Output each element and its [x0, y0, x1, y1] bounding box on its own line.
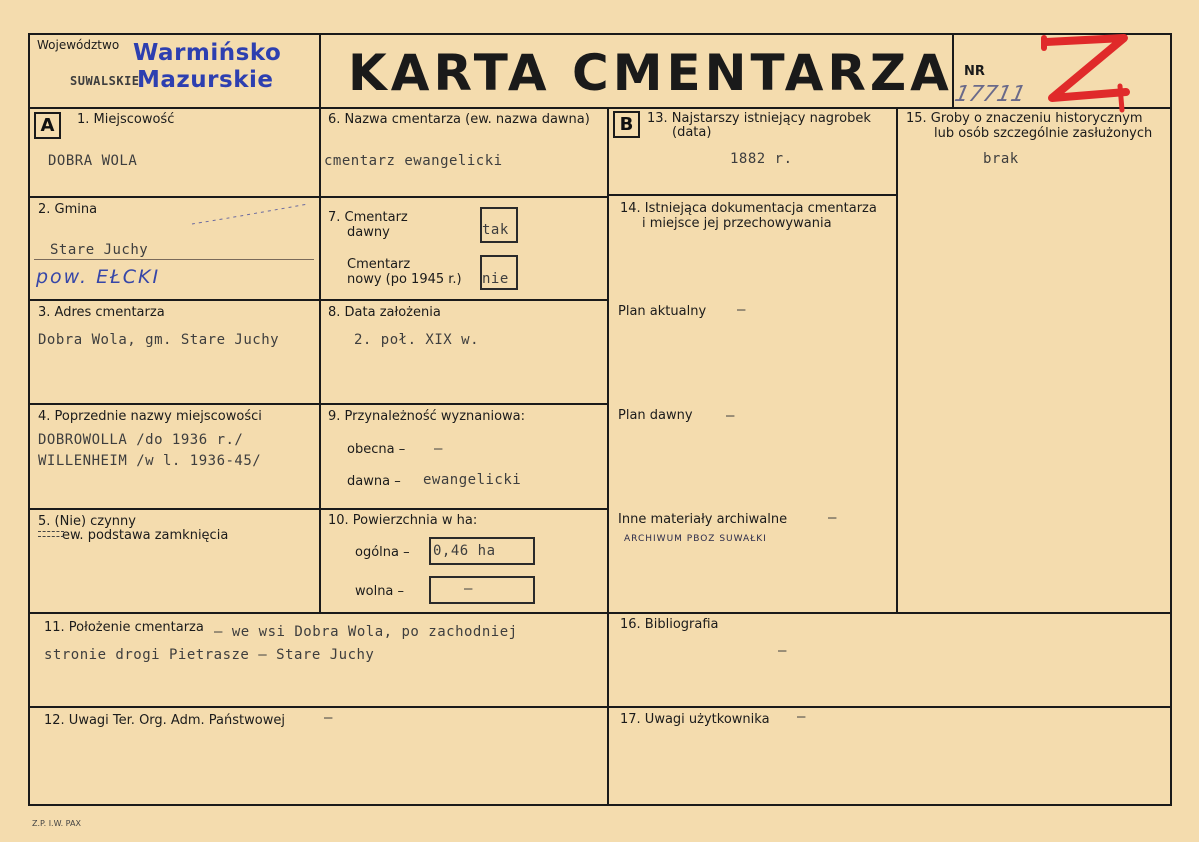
field-13-label-line2: (data) [672, 125, 712, 140]
field-10-free-value: – [464, 581, 473, 597]
row-line-m3 [319, 403, 607, 405]
field-2-value: Stare Juchy [50, 242, 149, 258]
voivodeship-label: Województwo [37, 38, 120, 52]
field-11-label: 11. Położenie cmentarza [44, 620, 204, 635]
field-9-current-label: obecna – [347, 442, 406, 457]
field-15-value: brak [983, 151, 1019, 167]
row-line-a4 [28, 508, 319, 510]
field-7-old-label-line1: 7. Cmentarz [328, 210, 408, 225]
field-5-label-line2: ew. podstawa zamknięcia [62, 528, 229, 543]
card-title: KARTA CMENTARZA [348, 44, 953, 102]
row-line-lower-1 [28, 612, 1172, 614]
field-14-plan-current-value: – [737, 302, 746, 318]
section-a-marker: A [34, 112, 61, 139]
field-6-label: 6. Nazwa cmentarza (ew. nazwa dawna) [328, 112, 590, 127]
field-14-other-label: Inne materiały archiwalne [618, 512, 788, 527]
row-line-b1 [607, 194, 896, 196]
field-8-value: 2. poł. XIX w. [354, 332, 480, 348]
field-14-archive-note: ARCHIWUM PBOZ SUWAŁKI [624, 534, 767, 544]
field-15-label-line2: lub osób szczególnie zasłużonych [934, 126, 1153, 141]
field-14-other-value: – [828, 510, 837, 526]
row-line-a1 [28, 196, 319, 198]
field-8-label: 8. Data założenia [328, 305, 441, 320]
nr-label: NR [964, 64, 985, 79]
section-b-marker: B [613, 111, 640, 138]
field-10-total-value: 0,46 ha [433, 543, 496, 559]
field-10-free-box [429, 576, 535, 604]
row-line-m4 [319, 508, 607, 510]
field-7-new-label-line1: Cmentarz [347, 257, 411, 272]
row-line-m2 [319, 299, 607, 301]
field-17-label: 17. Uwagi użytkownika [620, 712, 770, 727]
col-divider-3 [896, 107, 898, 613]
field-2-handwritten-county: pow. EŁCKI [36, 266, 161, 288]
field-10-total-label: ogólna – [355, 545, 410, 560]
field-9-current-value: – [434, 441, 443, 457]
field-12-value: – [324, 710, 333, 726]
field-7-old-label-line2: dawny [347, 225, 390, 240]
field-9-label: 9. Przynależność wyznaniowa: [328, 409, 526, 424]
field-14-plan-old-label: Plan dawny [618, 408, 693, 423]
card-number: 17711 [952, 82, 1028, 107]
header-bottom-line [28, 107, 1172, 109]
row-line-a3 [28, 403, 319, 405]
field-14-label-line1: 14. Istniejąca dokumentacja cmentarza [620, 201, 877, 216]
field-7-new-label-line2: nowy (po 1945 r.) [347, 272, 462, 287]
col-divider-1 [319, 107, 321, 613]
field-3-value: Dobra Wola, gm. Stare Juchy [38, 332, 280, 348]
field-9-former-value: ewangelicki [423, 472, 522, 488]
field-13-value: 1882 r. [730, 151, 793, 167]
field-4-label: 4. Poprzednie nazwy miejscowości [38, 409, 262, 424]
field-5-strike-marks-2 [38, 536, 64, 537]
field-2-label: 2. Gmina [38, 202, 98, 217]
field-9-former-label: dawna – [347, 474, 401, 489]
voivodeship-stamp-line1: Warmińsko [133, 40, 282, 66]
header-divider-left [319, 33, 321, 108]
field-16-label: 16. Bibliografia [620, 617, 719, 632]
voivodeship-stamp-line2: Mazurskie [137, 67, 274, 93]
field-4-value-line1: DOBROWOLLA /do 1936 r./ [38, 432, 244, 448]
field-2-pencil-marks [190, 200, 310, 230]
row-line-lower-2 [28, 706, 1172, 708]
field-17-value: – [797, 709, 806, 725]
field-2-underline [34, 259, 314, 260]
field-14-plan-old-value: – [726, 408, 735, 424]
field-12-label: 12. Uwagi Ter. Org. Adm. Państwowej [44, 713, 285, 728]
field-3-label: 3. Adres cmentarza [38, 305, 165, 320]
field-1-label: 1. Miejscowość [77, 112, 175, 127]
field-7-old-value: tak [482, 222, 509, 238]
red-z-mark [1030, 30, 1130, 115]
field-4-value-line2: WILLENHEIM /w l. 1936-45/ [38, 453, 262, 469]
field-11-value-line2: stronie drogi Pietrasze – Stare Juchy [44, 647, 375, 663]
field-10-free-label: wolna – [355, 584, 405, 599]
field-1-value: DOBRA WOLA [48, 153, 138, 169]
old-voivodeship: SUWALSKIE [70, 74, 140, 88]
printer-footer: Z.P. I.W. PAX [32, 819, 81, 828]
field-14-label-line2: i miejsce jej przechowywania [642, 216, 832, 231]
field-15-label-line1: 15. Groby o znaczeniu historycznym [906, 111, 1143, 126]
field-13-label-line1: 13. Najstarszy istniejący nagrobek [647, 111, 871, 126]
row-line-a2 [28, 299, 319, 301]
field-5-label-line1: 5. (Nie) czynny [38, 514, 136, 529]
field-7-new-value: nie [482, 271, 509, 287]
field-16-value: – [778, 643, 787, 659]
field-10-label: 10. Powierzchnia w ha: [328, 513, 478, 528]
field-14-plan-current-label: Plan aktualny [618, 304, 707, 319]
field-6-value: cmentarz ewangelicki [324, 153, 503, 169]
row-line-m1 [319, 196, 607, 198]
field-11-value-line1: – we wsi Dobra Wola, po zachodniej [214, 624, 518, 640]
col-divider-2 [607, 107, 609, 806]
field-5-strike-marks [38, 531, 64, 532]
